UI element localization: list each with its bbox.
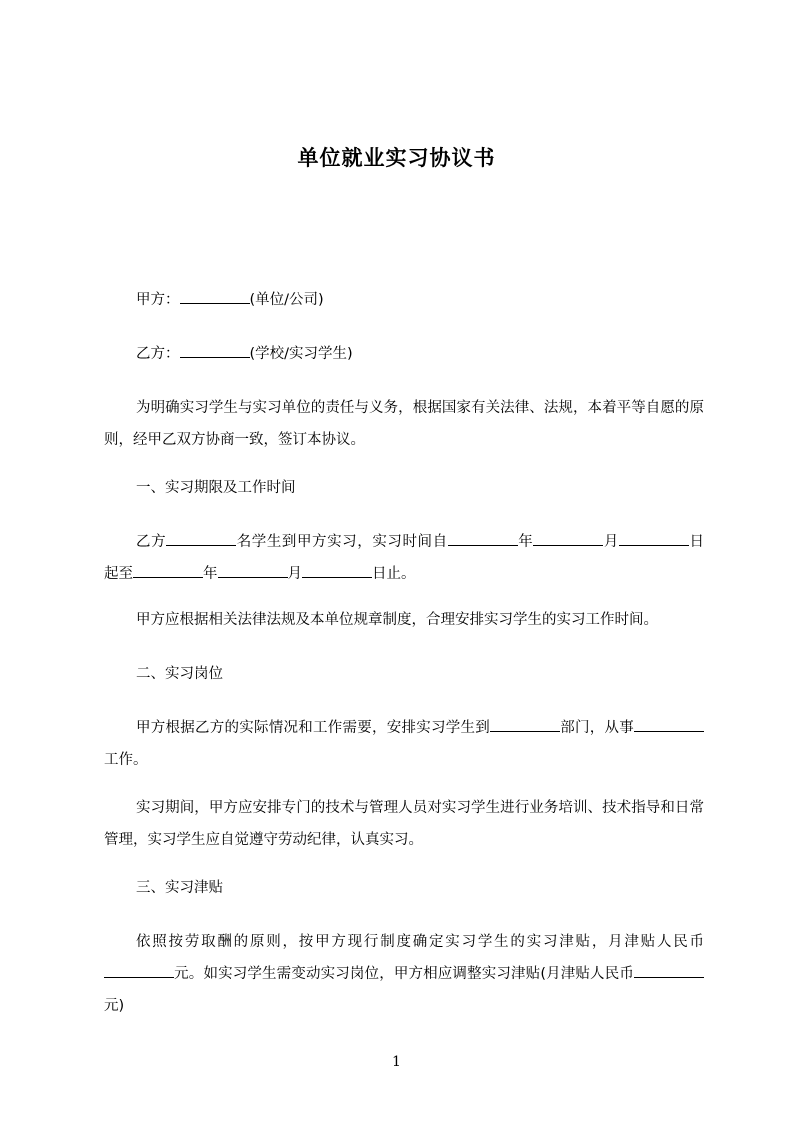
adjusted-allowance-blank[interactable] [634,962,704,978]
s1-text2: 名学生到甲方实习，实习时间自 [236,534,448,550]
party-a-line [136,284,736,316]
s1-text7: 月 [287,566,302,582]
document-title: 单位就业实习协议书 [297,146,496,170]
section2-paragraph2: 实习期间，甲方应安排专门的技术与管理人员对实习学生进行业务培训、技术指导和日常管理，实习学生应自觉遵守劳动纪律，认真实习。 [104,800,704,848]
section3-paragraph1 [104,926,704,1022]
work-type-blank[interactable] [634,716,704,732]
section2-paragraph1 [104,712,704,776]
party-b-line [136,338,736,370]
s2-text2: 部门，从事 [560,720,634,736]
section1-heading: 一、实习期限及工作时间 [136,480,296,496]
page-number: 1 [392,1054,401,1070]
allowance-blank[interactable] [104,962,174,978]
end-day-blank[interactable] [302,562,372,578]
end-year-blank[interactable] [133,562,203,578]
s3-text1: 依照按劳取酬的原则，按甲方现行制度确定实习学生的实习津贴，月津贴人民币 [136,934,704,950]
start-year-blank[interactable] [448,530,518,546]
s1-text5: 日起至 [104,534,705,582]
section3-heading: 三、实习津贴 [136,880,223,896]
party-b-label: 乙方： [136,346,180,362]
student-count-blank[interactable] [166,530,236,546]
party-a-label: 甲方： [136,292,180,308]
s3-text2: 元。如实习学生需变动实习岗位，甲方相应调整实习津贴(月津贴人民币 [174,966,634,982]
s1-text4: 月 [603,534,619,550]
start-month-blank[interactable] [533,530,603,546]
s1-text8: 日止。 [372,566,416,582]
start-day-blank[interactable] [619,530,689,546]
party-b-blank[interactable] [180,342,250,358]
s1-text3: 年 [517,534,534,550]
section1-paragraph2: 甲方应根据相关法律法规及本单位规章制度，合理安排实习学生的实习工作时间。 [136,612,658,628]
s3-text3: 元) [104,998,125,1014]
s2-text1: 甲方根据乙方的实际情况和工作需要，安排实习学生到 [136,720,490,736]
intro-paragraph: 为明确实习学生与实习单位的责任与义务，根据国家有关法律、法规，本着平等自愿的原则，经甲乙双方协商一致，签订本协议。 [104,400,704,448]
section1-paragraph1 [104,526,704,590]
party-b-suffix: (学校/实习学生) [249,346,353,362]
party-a-suffix: (单位/公司) [249,292,324,308]
section2-heading: 二、实习岗位 [136,666,223,682]
s2-text3: 工作。 [104,752,148,768]
s1-text6: 年 [203,566,218,582]
end-month-blank[interactable] [218,562,288,578]
s1-text1: 乙方 [136,534,167,550]
department-blank[interactable] [490,716,560,732]
party-a-blank[interactable] [180,288,250,304]
